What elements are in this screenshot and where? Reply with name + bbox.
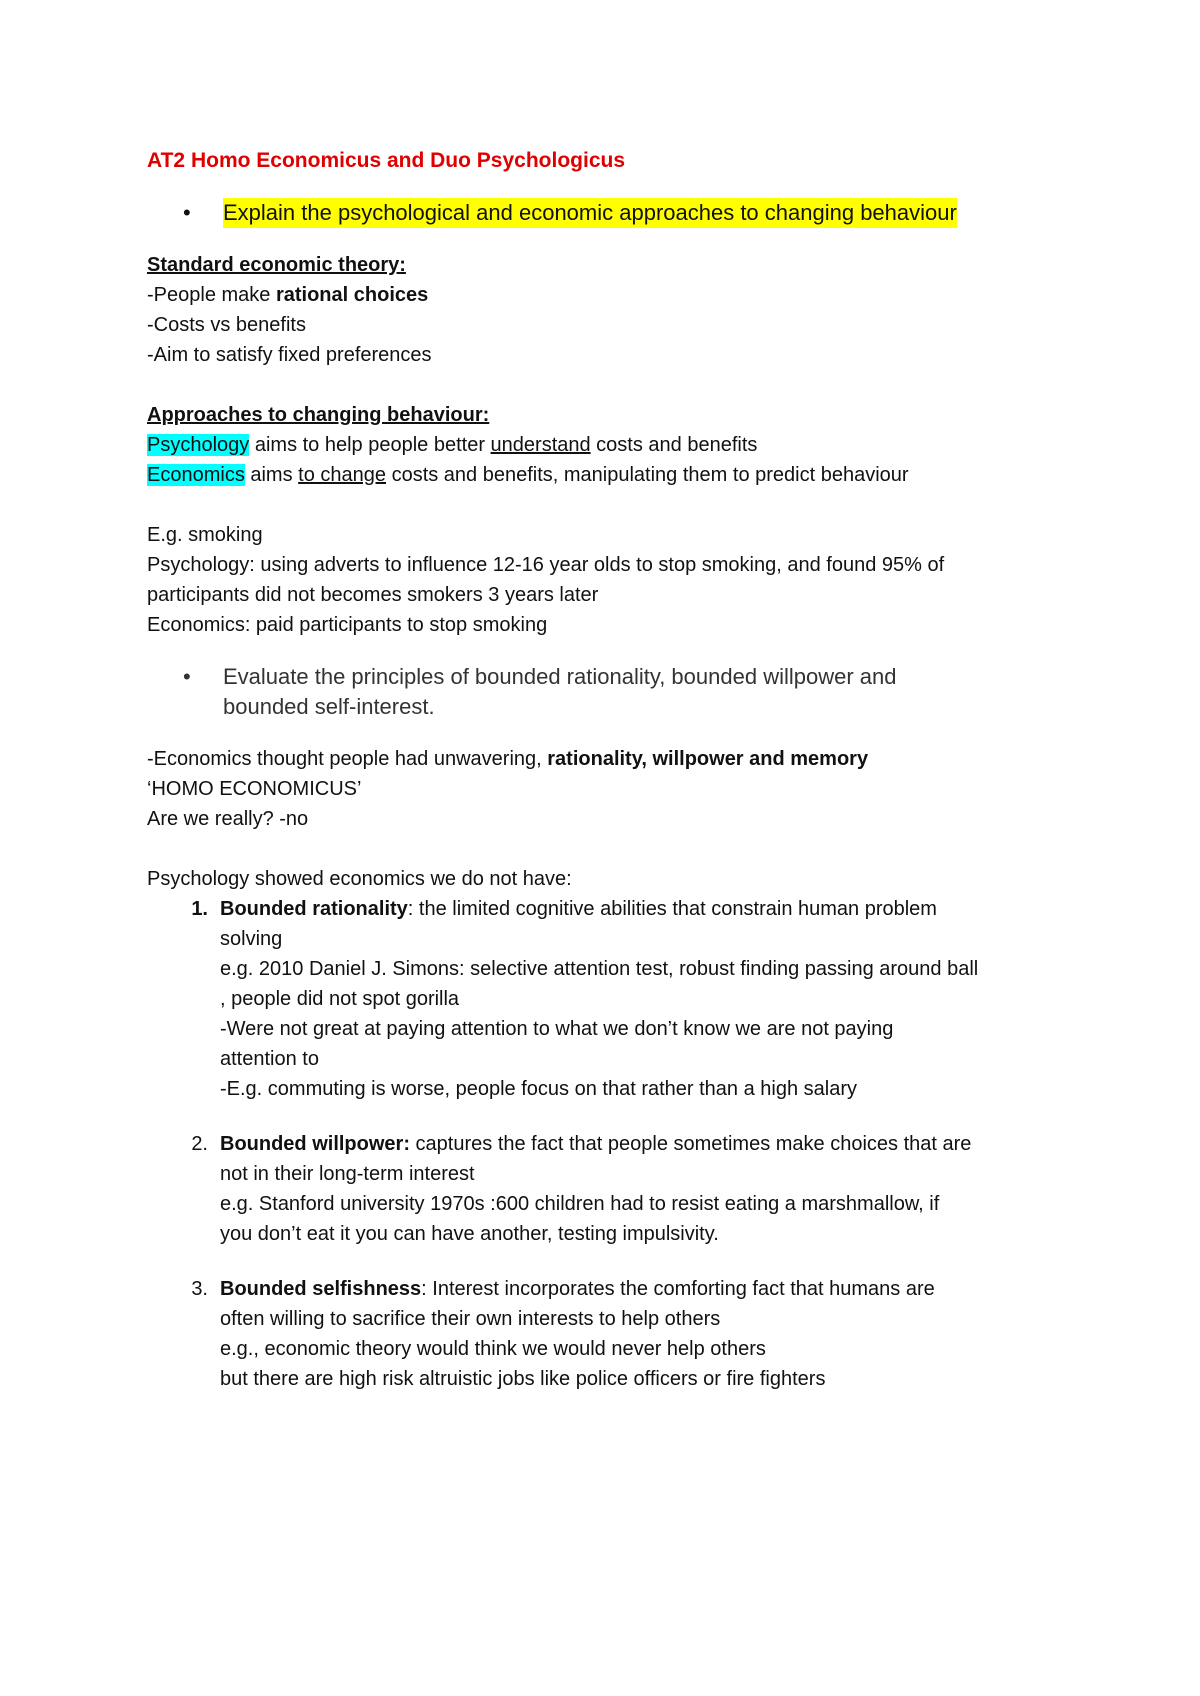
objective-2 — [147, 662, 1067, 722]
economics-line: Economics aims to change costs and benefits, manipulating them to predict behaviour — [147, 464, 909, 486]
bullet: • — [183, 664, 191, 689]
standard-heading: Standard economic theory: — [147, 254, 406, 276]
example-line-2: Psychology: using adverts to influence 12-16 year olds to stop smoking, and found 95% of — [147, 554, 945, 576]
list-number: 1. — [191, 898, 208, 920]
objective-1-text: Explain the psychological and economic approaches to changing behaviour — [223, 198, 957, 228]
term: Bounded rationality — [220, 898, 408, 920]
homo-line-1: -Economics thought people had unwavering, rationality, willpower and memory — [147, 748, 869, 770]
standard-section — [147, 250, 1067, 370]
bounded-list — [147, 894, 1067, 1394]
bullet: • — [183, 200, 191, 225]
homo-section — [147, 744, 1067, 834]
term: Bounded willpower: — [220, 1133, 410, 1155]
page-title: AT2 Homo Economicus and Duo Psychologicus — [147, 149, 626, 172]
approaches-heading: Approaches to changing behaviour: — [147, 404, 490, 426]
example-line-3: participants did not becomes smokers 3 years later — [147, 584, 599, 606]
example-line-4: Economics: paid participants to stop smoking — [147, 614, 548, 636]
list-item: 3. Bounded selfishness: Interest incorporates the comforting fact that humans are often willing to sacrifice their own interests to help others e.g., economic theory would think we would never help others but there are high risk altruistic jobs like police officers or fire fighters — [147, 1274, 1067, 1394]
term: Bounded selfishness — [220, 1278, 422, 1300]
homo-line-2: ‘HOMO ECONOMICUS’ — [147, 778, 362, 800]
homo-line-3: Are we really? -no — [147, 808, 309, 830]
list-item: 2. Bounded willpower: captures the fact that people sometimes make choices that are not in their long-term interest e.g. Stanford university 1970s :600 children had to resist eating a marshmallow, if you don’t eat it you can have another, testing impulsivity. — [147, 1129, 1067, 1249]
psychology-line: Psychology aims to help people better understand costs and benefits — [147, 434, 758, 456]
objective-2-line-2: bounded self-interest. — [223, 694, 435, 719]
objective-2-line-1: Evaluate the principles of bounded rationality, bounded willpower and — [223, 664, 897, 689]
standard-line-3: -Aim to satisfy fixed preferences — [147, 344, 432, 366]
list-item: 1. Bounded rationality: the limited cognitive abilities that constrain human problem solving e.g. 2010 Daniel J. Simons: selective attention test, robust finding passing around ball , people did not spot gorilla -Were not great at paying attention to what we don’t know we are not paying attention to -E.g. commuting is worse, people focus on that rather than a high salary — [147, 894, 1067, 1104]
approaches-section — [147, 400, 1067, 490]
example-line-1: E.g. smoking — [147, 524, 263, 546]
standard-line-1: -People make rational choices — [147, 284, 429, 306]
list-number: 3. — [191, 1278, 208, 1300]
showed-line: Psychology showed economics we do not have: — [147, 868, 572, 890]
objective-1 — [147, 198, 1067, 228]
list-number: 2. — [191, 1133, 208, 1155]
example-section — [147, 520, 1067, 640]
standard-line-2: -Costs vs benefits — [147, 314, 306, 336]
document-content — [147, 140, 1067, 1394]
